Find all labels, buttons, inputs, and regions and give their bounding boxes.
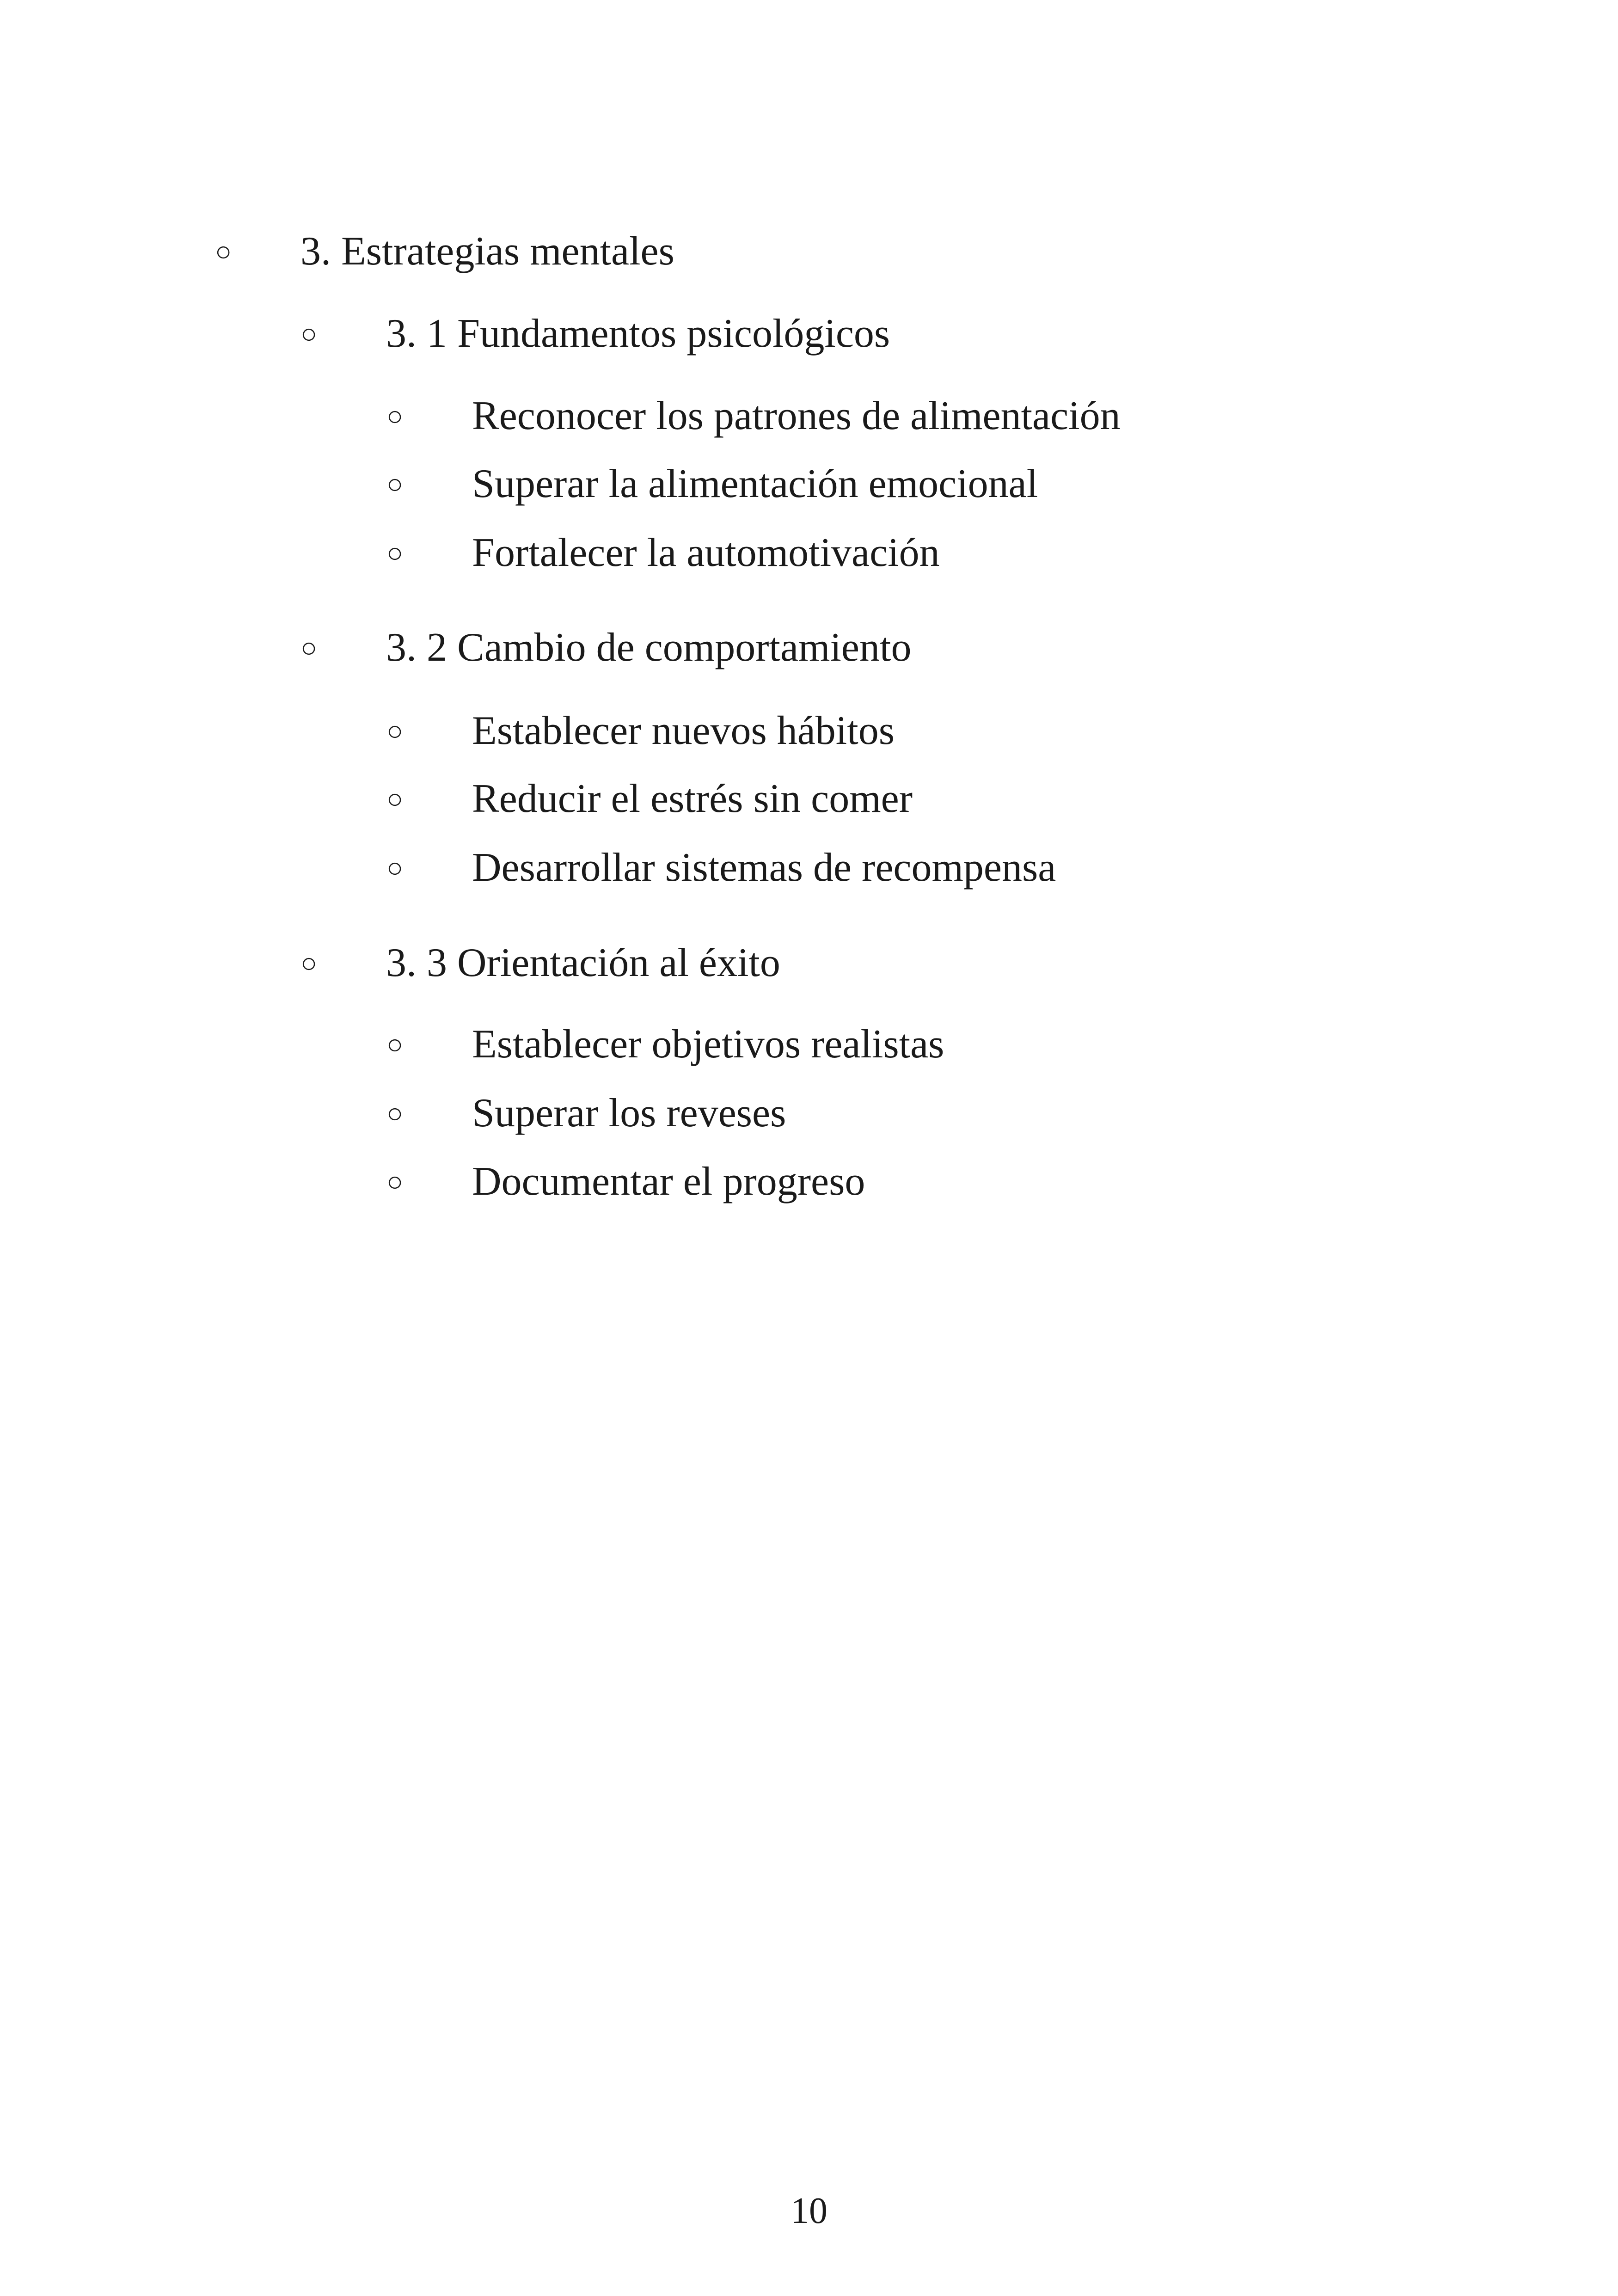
outline-subsection-label: 3. 1 Fundamentos psicológicos [386,311,890,356]
outline-subsection-3-1 [300,313,890,354]
outline-item-label: Superar la alimentación emocional [472,461,1038,506]
bullet-icon: ○ [215,236,232,267]
outline-subsection-3-3 [300,940,780,985]
outline-subsection-label: 3. 2 Cambio de comportamiento [386,625,912,670]
outline-section-3 [215,231,674,272]
bullet-icon: ○ [386,784,404,814]
outline-item-label: Establecer nuevos hábitos [472,708,895,753]
outline-item-label: Desarrollar sistemas de recompensa [472,845,1056,890]
bullet-icon: ○ [300,948,318,978]
bullet-icon: ○ [300,632,318,663]
bullet-icon: ○ [386,853,404,883]
bullet-icon: ○ [386,716,404,746]
bullet-icon: ○ [300,319,318,349]
bullet-icon: ○ [386,1098,404,1129]
bullet-icon: ○ [386,401,404,431]
outline-item [386,1093,786,1134]
outline-item-label: Superar los reveses [472,1091,786,1136]
outline-item [386,776,913,821]
outline-subsection-label: 3. 3 Orientación al éxito [386,940,780,985]
outline-item-label: Reducir el estrés sin comer [472,776,913,821]
outline-item [386,1024,944,1065]
outline-item [386,393,1121,438]
outline-item-label: Documentar el progreso [472,1159,865,1204]
outline-item-label: Reconocer los patrones de alimentación [472,393,1121,438]
outline-item-label: Fortalecer la automotivación [472,530,940,575]
outline-item-label: Establecer objetivos realistas [472,1022,944,1067]
outline-item [386,530,940,575]
bullet-icon: ○ [386,469,404,499]
bullet-icon: ○ [386,1166,404,1197]
page-number: 10 [791,2191,827,2231]
outline-subsection-3-2 [300,627,911,668]
outline-item [386,708,895,753]
bullet-icon: ○ [386,538,404,568]
bullet-icon: ○ [386,1029,404,1060]
outline-item [386,1161,865,1202]
outline-item [386,461,1038,506]
outline-section-label: 3. Estrategias mentales [300,229,674,274]
outline-item [386,847,1056,888]
